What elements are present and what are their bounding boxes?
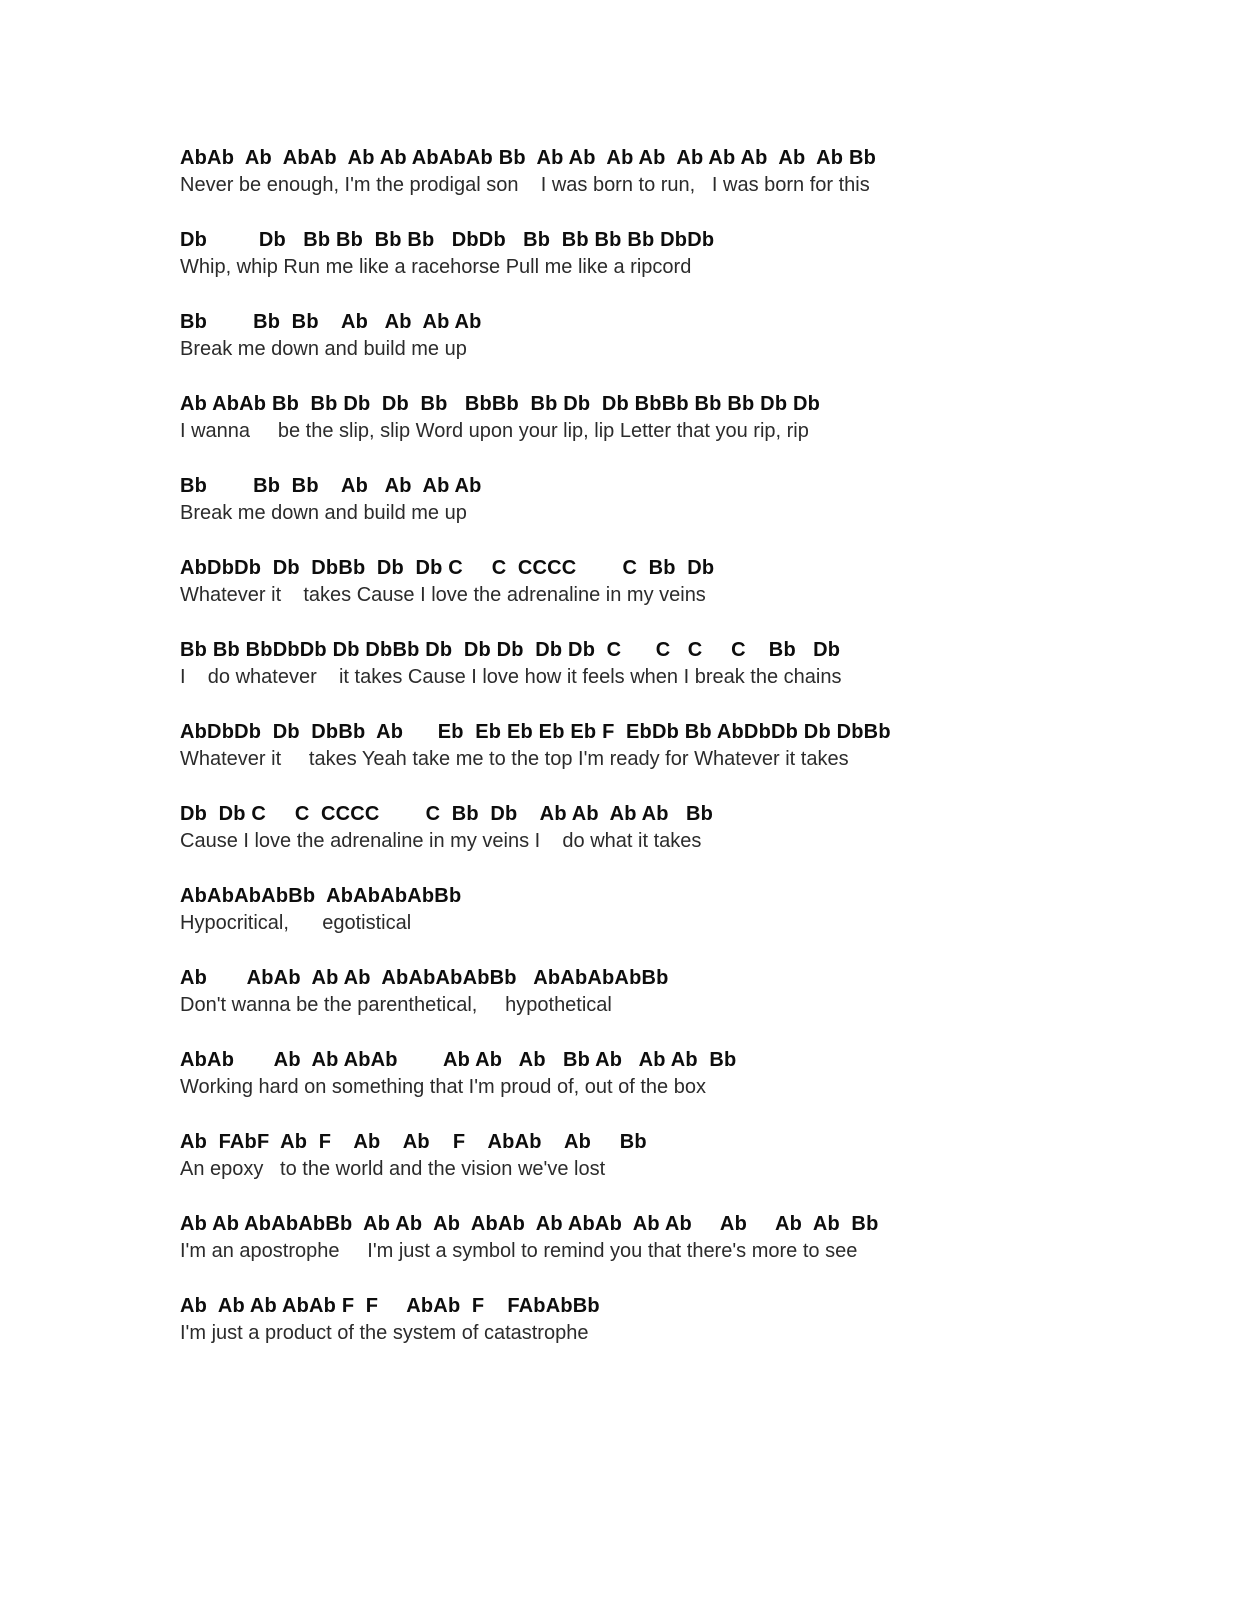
chord-line: Db Db Bb Bb Bb Bb DbDb Bb Bb Bb Bb DbDb bbox=[180, 229, 715, 251]
stanza bbox=[180, 555, 1206, 609]
lyric-line: I wanna be the slip, slip Word upon your lip, lip Letter that you rip, rip bbox=[180, 420, 809, 442]
stanza bbox=[180, 391, 1206, 445]
chord-line: Bb Bb BbDbDb Db DbBb Db Db Db Db Db C C C C Bb Db bbox=[180, 639, 841, 661]
chord-line: AbAb Ab AbAb Ab Ab AbAbAb Bb Ab Ab Ab Ab Ab Ab Ab Ab Ab Bb bbox=[180, 147, 877, 169]
lyric-line: Cause I love the adrenaline in my veins I do what it takes bbox=[180, 830, 702, 852]
chord-line: Ab Ab AbAbAbBb Ab Ab Ab AbAb Ab AbAb Ab Ab Ab Ab Ab Bb bbox=[180, 1213, 879, 1235]
stanza bbox=[180, 801, 1206, 855]
lyric-line: I'm an apostrophe I'm just a symbol to remind you that there's more to see bbox=[180, 1240, 858, 1262]
lyric-line: Never be enough, I'm the prodigal son I was born to run, I was born for this bbox=[180, 174, 870, 196]
stanza bbox=[180, 1129, 1206, 1183]
chord-line: Ab AbAb Bb Bb Db Db Bb BbBb Bb Db Db BbBb Bb Bb Db Db bbox=[180, 393, 821, 415]
chord-line: Ab FAbF Ab F Ab Ab F AbAb Ab Bb bbox=[180, 1131, 647, 1153]
stanza bbox=[180, 227, 1206, 281]
chord-line: Db Db C C CCCC C Bb Db Ab Ab Ab Ab Bb bbox=[180, 803, 714, 825]
stanza bbox=[180, 145, 1206, 199]
chord-line: Ab Ab Ab AbAb F F AbAb F FAbAbBb bbox=[180, 1295, 600, 1317]
stanza bbox=[180, 719, 1206, 773]
lyric-line: Working hard on something that I'm proud of, out of the box bbox=[180, 1076, 706, 1098]
lyric-line: Don't wanna be the parenthetical, hypothetical bbox=[180, 994, 612, 1016]
lyric-line: Hypocritical, egotistical bbox=[180, 912, 412, 934]
chord-line: AbDbDb Db DbBb Db Db C C CCCC C Bb Db bbox=[180, 557, 715, 579]
lyric-line: Break me down and build me up bbox=[180, 338, 467, 360]
stanza bbox=[180, 965, 1206, 1019]
chord-line: AbAbAbAbBb AbAbAbAbBb bbox=[180, 885, 462, 907]
lyric-line: An epoxy to the world and the vision we've lost bbox=[180, 1158, 606, 1180]
lyric-line: Whatever it takes Yeah take me to the top I'm ready for Whatever it takes bbox=[180, 748, 849, 770]
stanza bbox=[180, 309, 1206, 363]
stanza bbox=[180, 637, 1206, 691]
lyric-line: Whatever it takes Cause I love the adrenaline in my veins bbox=[180, 584, 706, 606]
stanza bbox=[180, 1047, 1206, 1101]
chord-line: Bb Bb Bb Ab Ab Ab Ab bbox=[180, 475, 482, 497]
lyric-line: I do whatever it takes Cause I love how it feels when I break the chains bbox=[180, 666, 842, 688]
stanza bbox=[180, 473, 1206, 527]
chord-line: Bb Bb Bb Ab Ab Ab Ab bbox=[180, 311, 482, 333]
lyric-line: I'm just a product of the system of catastrophe bbox=[180, 1322, 589, 1344]
chord-line: AbAb Ab Ab AbAb Ab Ab Ab Bb Ab Ab Ab Bb bbox=[180, 1049, 737, 1071]
chord-line: AbDbDb Db DbBb Ab Eb Eb Eb Eb Eb F EbDb Bb AbDbDb Db DbBb bbox=[180, 721, 891, 743]
stanza bbox=[180, 883, 1206, 937]
stanza bbox=[180, 1293, 1206, 1347]
lyric-line: Break me down and build me up bbox=[180, 502, 467, 524]
chord-line: Ab AbAb Ab Ab AbAbAbAbBb AbAbAbAbBb bbox=[180, 967, 669, 989]
lyric-line: Whip, whip Run me like a racehorse Pull me like a ripcord bbox=[180, 256, 692, 278]
stanza bbox=[180, 1211, 1206, 1265]
